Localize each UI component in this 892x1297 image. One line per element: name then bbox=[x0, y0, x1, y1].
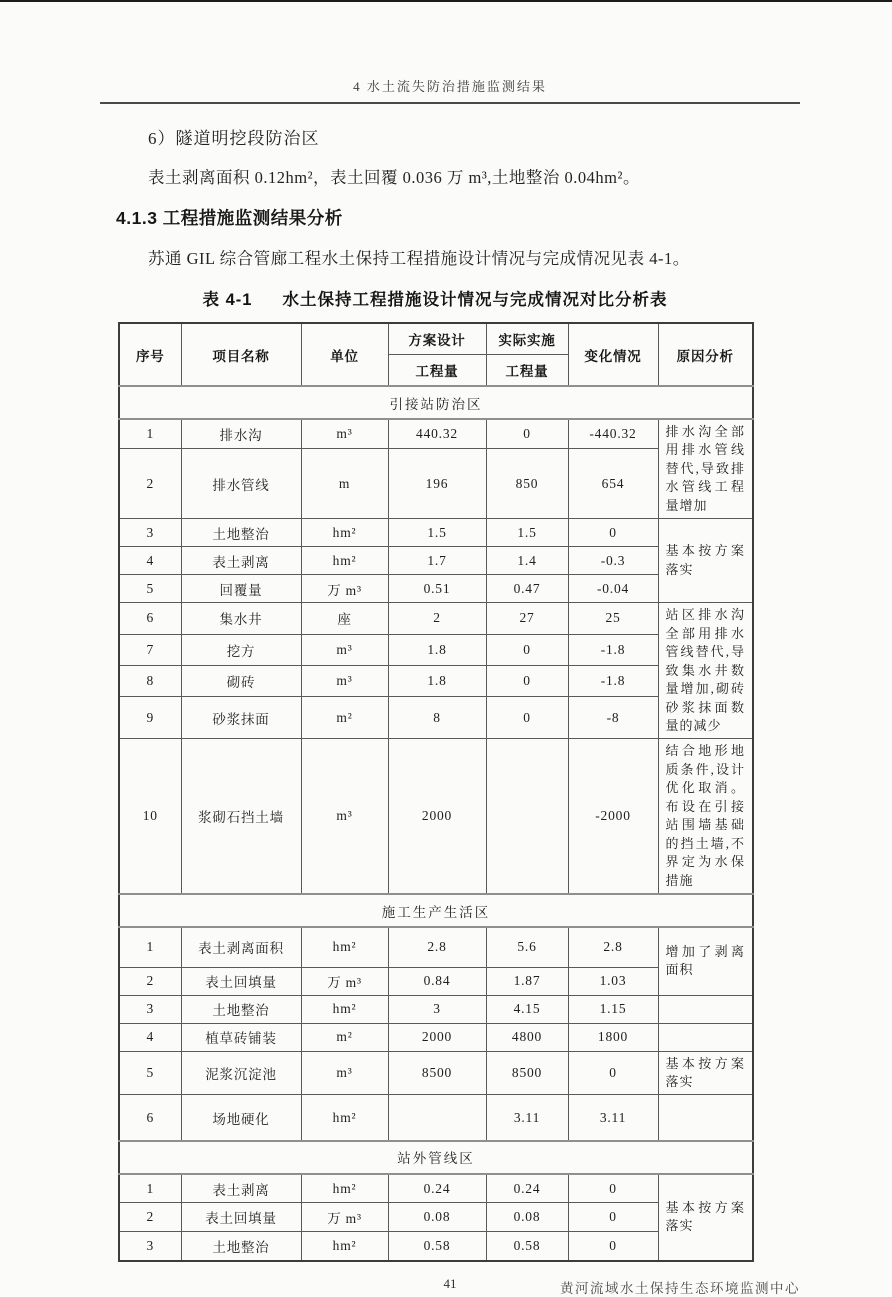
table-cell: 0.08 bbox=[388, 1203, 486, 1232]
table-cell: 表土回填量 bbox=[181, 1203, 301, 1232]
table-cell: m² bbox=[301, 697, 388, 739]
table-header-row bbox=[119, 323, 753, 355]
table-row bbox=[119, 1232, 753, 1261]
table-cell: 1 bbox=[119, 927, 181, 967]
table-cell: 表土回填量 bbox=[181, 967, 301, 995]
table-cell: 1.5 bbox=[486, 519, 568, 547]
table-cell: m² bbox=[301, 1023, 388, 1051]
table-cell: 2 bbox=[119, 967, 181, 995]
table-cell: m³ bbox=[301, 419, 388, 449]
section-band: 施工生产生活区 bbox=[119, 894, 753, 927]
table-cell: 5.6 bbox=[486, 927, 568, 967]
table-cell: m³ bbox=[301, 1051, 388, 1095]
table-cell: 0 bbox=[568, 1203, 658, 1232]
table-cell: 挖方 bbox=[181, 634, 301, 665]
table-cell: 3.11 bbox=[568, 1095, 658, 1141]
table-cell: hm² bbox=[301, 995, 388, 1023]
table-cell: 8 bbox=[388, 697, 486, 739]
table-cell: 集水井 bbox=[181, 603, 301, 634]
table-cell: -1.8 bbox=[568, 634, 658, 665]
table-cell: 27 bbox=[486, 603, 568, 634]
table-row bbox=[119, 1023, 753, 1051]
reason-cell bbox=[658, 1095, 753, 1141]
table-cell: hm² bbox=[301, 1232, 388, 1261]
table-cell: 0.84 bbox=[388, 967, 486, 995]
table-cell: 5 bbox=[119, 575, 181, 603]
table-cell: 浆砌石挡土墙 bbox=[181, 739, 301, 894]
table-cell: 0.58 bbox=[388, 1232, 486, 1261]
table-cell: m³ bbox=[301, 739, 388, 894]
table-cell: 4.15 bbox=[486, 995, 568, 1023]
table-cell: 9 bbox=[119, 697, 181, 739]
table-cell: 0 bbox=[486, 419, 568, 449]
section-band: 引接站防治区 bbox=[119, 386, 753, 419]
section-band-row bbox=[119, 1141, 753, 1174]
table-cell: 1.8 bbox=[388, 634, 486, 665]
table-cell: 1.4 bbox=[486, 547, 568, 575]
table-cell: 1 bbox=[119, 1174, 181, 1203]
table-cell: 3 bbox=[119, 1232, 181, 1261]
table-cell: 土地整治 bbox=[181, 1232, 301, 1261]
running-head: 4 水土流失防治措施监测结果 bbox=[353, 79, 547, 94]
measures-table bbox=[118, 322, 754, 1262]
table-row bbox=[119, 927, 753, 967]
table-cell: 0 bbox=[568, 1174, 658, 1203]
column-header: 工程量 bbox=[486, 355, 568, 387]
table-cell: 1.7 bbox=[388, 547, 486, 575]
table-cell: 3 bbox=[388, 995, 486, 1023]
column-header: 单位 bbox=[301, 323, 388, 386]
table-cell: m bbox=[301, 449, 388, 519]
page-number: 41 bbox=[443, 1275, 457, 1291]
table-row bbox=[119, 739, 753, 894]
reason-cell: 基本按方案落实 bbox=[658, 1051, 753, 1095]
table-cell: 10 bbox=[119, 739, 181, 894]
table-row bbox=[119, 1051, 753, 1095]
table-cell: 1.8 bbox=[388, 665, 486, 696]
table-cell: 排水沟 bbox=[181, 419, 301, 449]
page-footer bbox=[100, 1276, 800, 1296]
table-cell: 1.03 bbox=[568, 967, 658, 995]
page-content bbox=[100, 2, 800, 1296]
table-cell: 0.51 bbox=[388, 575, 486, 603]
table-cell: 2000 bbox=[388, 739, 486, 894]
table-cell: -0.3 bbox=[568, 547, 658, 575]
column-header: 序号 bbox=[119, 323, 181, 386]
reason-cell: 结合地形地质条件,设计优化取消。布设在引接站围墙基础的挡土墙,不界定为水保措施 bbox=[658, 739, 753, 894]
table-cell: 0.58 bbox=[486, 1232, 568, 1261]
table-cell: 0.47 bbox=[486, 575, 568, 603]
table-cell: 表土剥离 bbox=[181, 547, 301, 575]
table-cell: 万 m³ bbox=[301, 1203, 388, 1232]
table-cell: 3 bbox=[119, 995, 181, 1023]
column-header: 实际实施 bbox=[486, 323, 568, 355]
section-heading: 4.1.3 工程措施监测结果分析 bbox=[116, 208, 343, 228]
column-header: 项目名称 bbox=[181, 323, 301, 386]
table-cell: 表土剥离面积 bbox=[181, 927, 301, 967]
column-header: 工程量 bbox=[388, 355, 486, 387]
table-cell: 8500 bbox=[388, 1051, 486, 1095]
table-cell: 3 bbox=[119, 519, 181, 547]
reason-cell bbox=[658, 1023, 753, 1051]
table-cell: 0 bbox=[568, 1232, 658, 1261]
table-cell: -440.32 bbox=[568, 419, 658, 449]
table-cell: hm² bbox=[301, 1174, 388, 1203]
item-heading: 6）隧道明挖段防治区 bbox=[148, 129, 320, 148]
table-row bbox=[119, 665, 753, 696]
reason-cell: 基本按方案落实 bbox=[658, 1174, 753, 1261]
table-cell: 0 bbox=[568, 519, 658, 547]
paragraph-measure-figures: 表土剥离面积 0.12hm²，表土回覆 0.036 万 m³,土地整治 0.04hm²。 bbox=[148, 168, 640, 187]
section-band-row bbox=[119, 894, 753, 927]
table-title: 水土保持工程措施设计情况与完成情况对比分析表 bbox=[282, 291, 668, 309]
table-cell: 440.32 bbox=[388, 419, 486, 449]
table-caption bbox=[118, 286, 752, 310]
table-cell: 表土剥离 bbox=[181, 1174, 301, 1203]
table-cell: 3.11 bbox=[486, 1095, 568, 1141]
table-cell: 6 bbox=[119, 603, 181, 634]
table-row bbox=[119, 603, 753, 634]
table-cell: -1.8 bbox=[568, 665, 658, 696]
table-row bbox=[119, 547, 753, 575]
table-cell: 排水管线 bbox=[181, 449, 301, 519]
table-row bbox=[119, 995, 753, 1023]
column-header: 变化情况 bbox=[568, 323, 658, 386]
table-cell: 6 bbox=[119, 1095, 181, 1141]
table-cell: 2 bbox=[388, 603, 486, 634]
table-cell: -2000 bbox=[568, 739, 658, 894]
table-cell: 回覆量 bbox=[181, 575, 301, 603]
table-cell: hm² bbox=[301, 1095, 388, 1141]
table-cell bbox=[486, 739, 568, 894]
table-cell bbox=[388, 1095, 486, 1141]
table-cell: -8 bbox=[568, 697, 658, 739]
table-row bbox=[119, 1203, 753, 1232]
table-cell: 0 bbox=[486, 634, 568, 665]
table-row bbox=[119, 697, 753, 739]
table-cell: 850 bbox=[486, 449, 568, 519]
table-row bbox=[119, 449, 753, 519]
reason-cell: 站区排水沟全部用排水管线替代,导致集水井数量增加,砌砖砂浆抹面数量的减少 bbox=[658, 603, 753, 739]
table-cell: 2.8 bbox=[568, 927, 658, 967]
table-cell: 8 bbox=[119, 665, 181, 696]
table-cell: 4800 bbox=[486, 1023, 568, 1051]
table-cell: 土地整治 bbox=[181, 519, 301, 547]
table-row bbox=[119, 575, 753, 603]
table-cell: hm² bbox=[301, 519, 388, 547]
running-head-block bbox=[100, 2, 800, 104]
table-cell: 植草砖铺装 bbox=[181, 1023, 301, 1051]
reason-cell: 排水沟全部用排水管线替代,导致排水管线工程量增加 bbox=[658, 419, 753, 519]
table-cell: hm² bbox=[301, 547, 388, 575]
table-cell: 0.24 bbox=[486, 1174, 568, 1203]
section-band: 站外管线区 bbox=[119, 1141, 753, 1174]
table-cell: 砌砖 bbox=[181, 665, 301, 696]
table-cell: 1.87 bbox=[486, 967, 568, 995]
table-cell: 2 bbox=[119, 449, 181, 519]
table-row bbox=[119, 419, 753, 449]
table-cell: 654 bbox=[568, 449, 658, 519]
table-cell: 0.24 bbox=[388, 1174, 486, 1203]
table-cell: 4 bbox=[119, 547, 181, 575]
table-cell: 2 bbox=[119, 1203, 181, 1232]
table-cell: 2.8 bbox=[388, 927, 486, 967]
reason-cell bbox=[658, 995, 753, 1023]
table-cell: 万 m³ bbox=[301, 575, 388, 603]
table-cell: 5 bbox=[119, 1051, 181, 1095]
table-cell: m³ bbox=[301, 634, 388, 665]
table-cell: 7 bbox=[119, 634, 181, 665]
table-label: 表 4-1 bbox=[202, 291, 253, 309]
table-row bbox=[119, 967, 753, 995]
table-cell: 1.15 bbox=[568, 995, 658, 1023]
table-row bbox=[119, 1174, 753, 1203]
table-cell: 1800 bbox=[568, 1023, 658, 1051]
table-cell: 196 bbox=[388, 449, 486, 519]
table-row bbox=[119, 634, 753, 665]
table-cell: 2000 bbox=[388, 1023, 486, 1051]
table-cell: 4 bbox=[119, 1023, 181, 1051]
table-cell: 座 bbox=[301, 603, 388, 634]
table-cell: hm² bbox=[301, 927, 388, 967]
table-cell: 万 m³ bbox=[301, 967, 388, 995]
reason-cell: 增加了剥离面积 bbox=[658, 927, 753, 995]
table-cell: m³ bbox=[301, 665, 388, 696]
table-row bbox=[119, 1095, 753, 1141]
column-header: 方案设计 bbox=[388, 323, 486, 355]
table-cell: 泥浆沉淀池 bbox=[181, 1051, 301, 1095]
table-cell: 砂浆抹面 bbox=[181, 697, 301, 739]
table-cell: 0 bbox=[568, 1051, 658, 1095]
table-cell: 场地硬化 bbox=[181, 1095, 301, 1141]
paragraph-intro: 苏通 GIL 综合管廊工程水土保持工程措施设计情况与完成情况见表 4-1。 bbox=[148, 249, 690, 268]
table-row bbox=[119, 519, 753, 547]
table-cell: 25 bbox=[568, 603, 658, 634]
table-cell: 0 bbox=[486, 665, 568, 696]
table-cell: -0.04 bbox=[568, 575, 658, 603]
table-cell: 土地整治 bbox=[181, 995, 301, 1023]
column-header: 原因分析 bbox=[658, 323, 753, 386]
table-cell: 0.08 bbox=[486, 1203, 568, 1232]
section-band-row bbox=[119, 386, 753, 419]
table-cell: 1.5 bbox=[388, 519, 486, 547]
table-cell: 0 bbox=[486, 697, 568, 739]
table-cell: 1 bbox=[119, 419, 181, 449]
table-cell: 8500 bbox=[486, 1051, 568, 1095]
reason-cell: 基本按方案落实 bbox=[658, 519, 753, 603]
footer-organization: 黄河流域水土保持生态环境监测中心 bbox=[560, 1280, 800, 1296]
